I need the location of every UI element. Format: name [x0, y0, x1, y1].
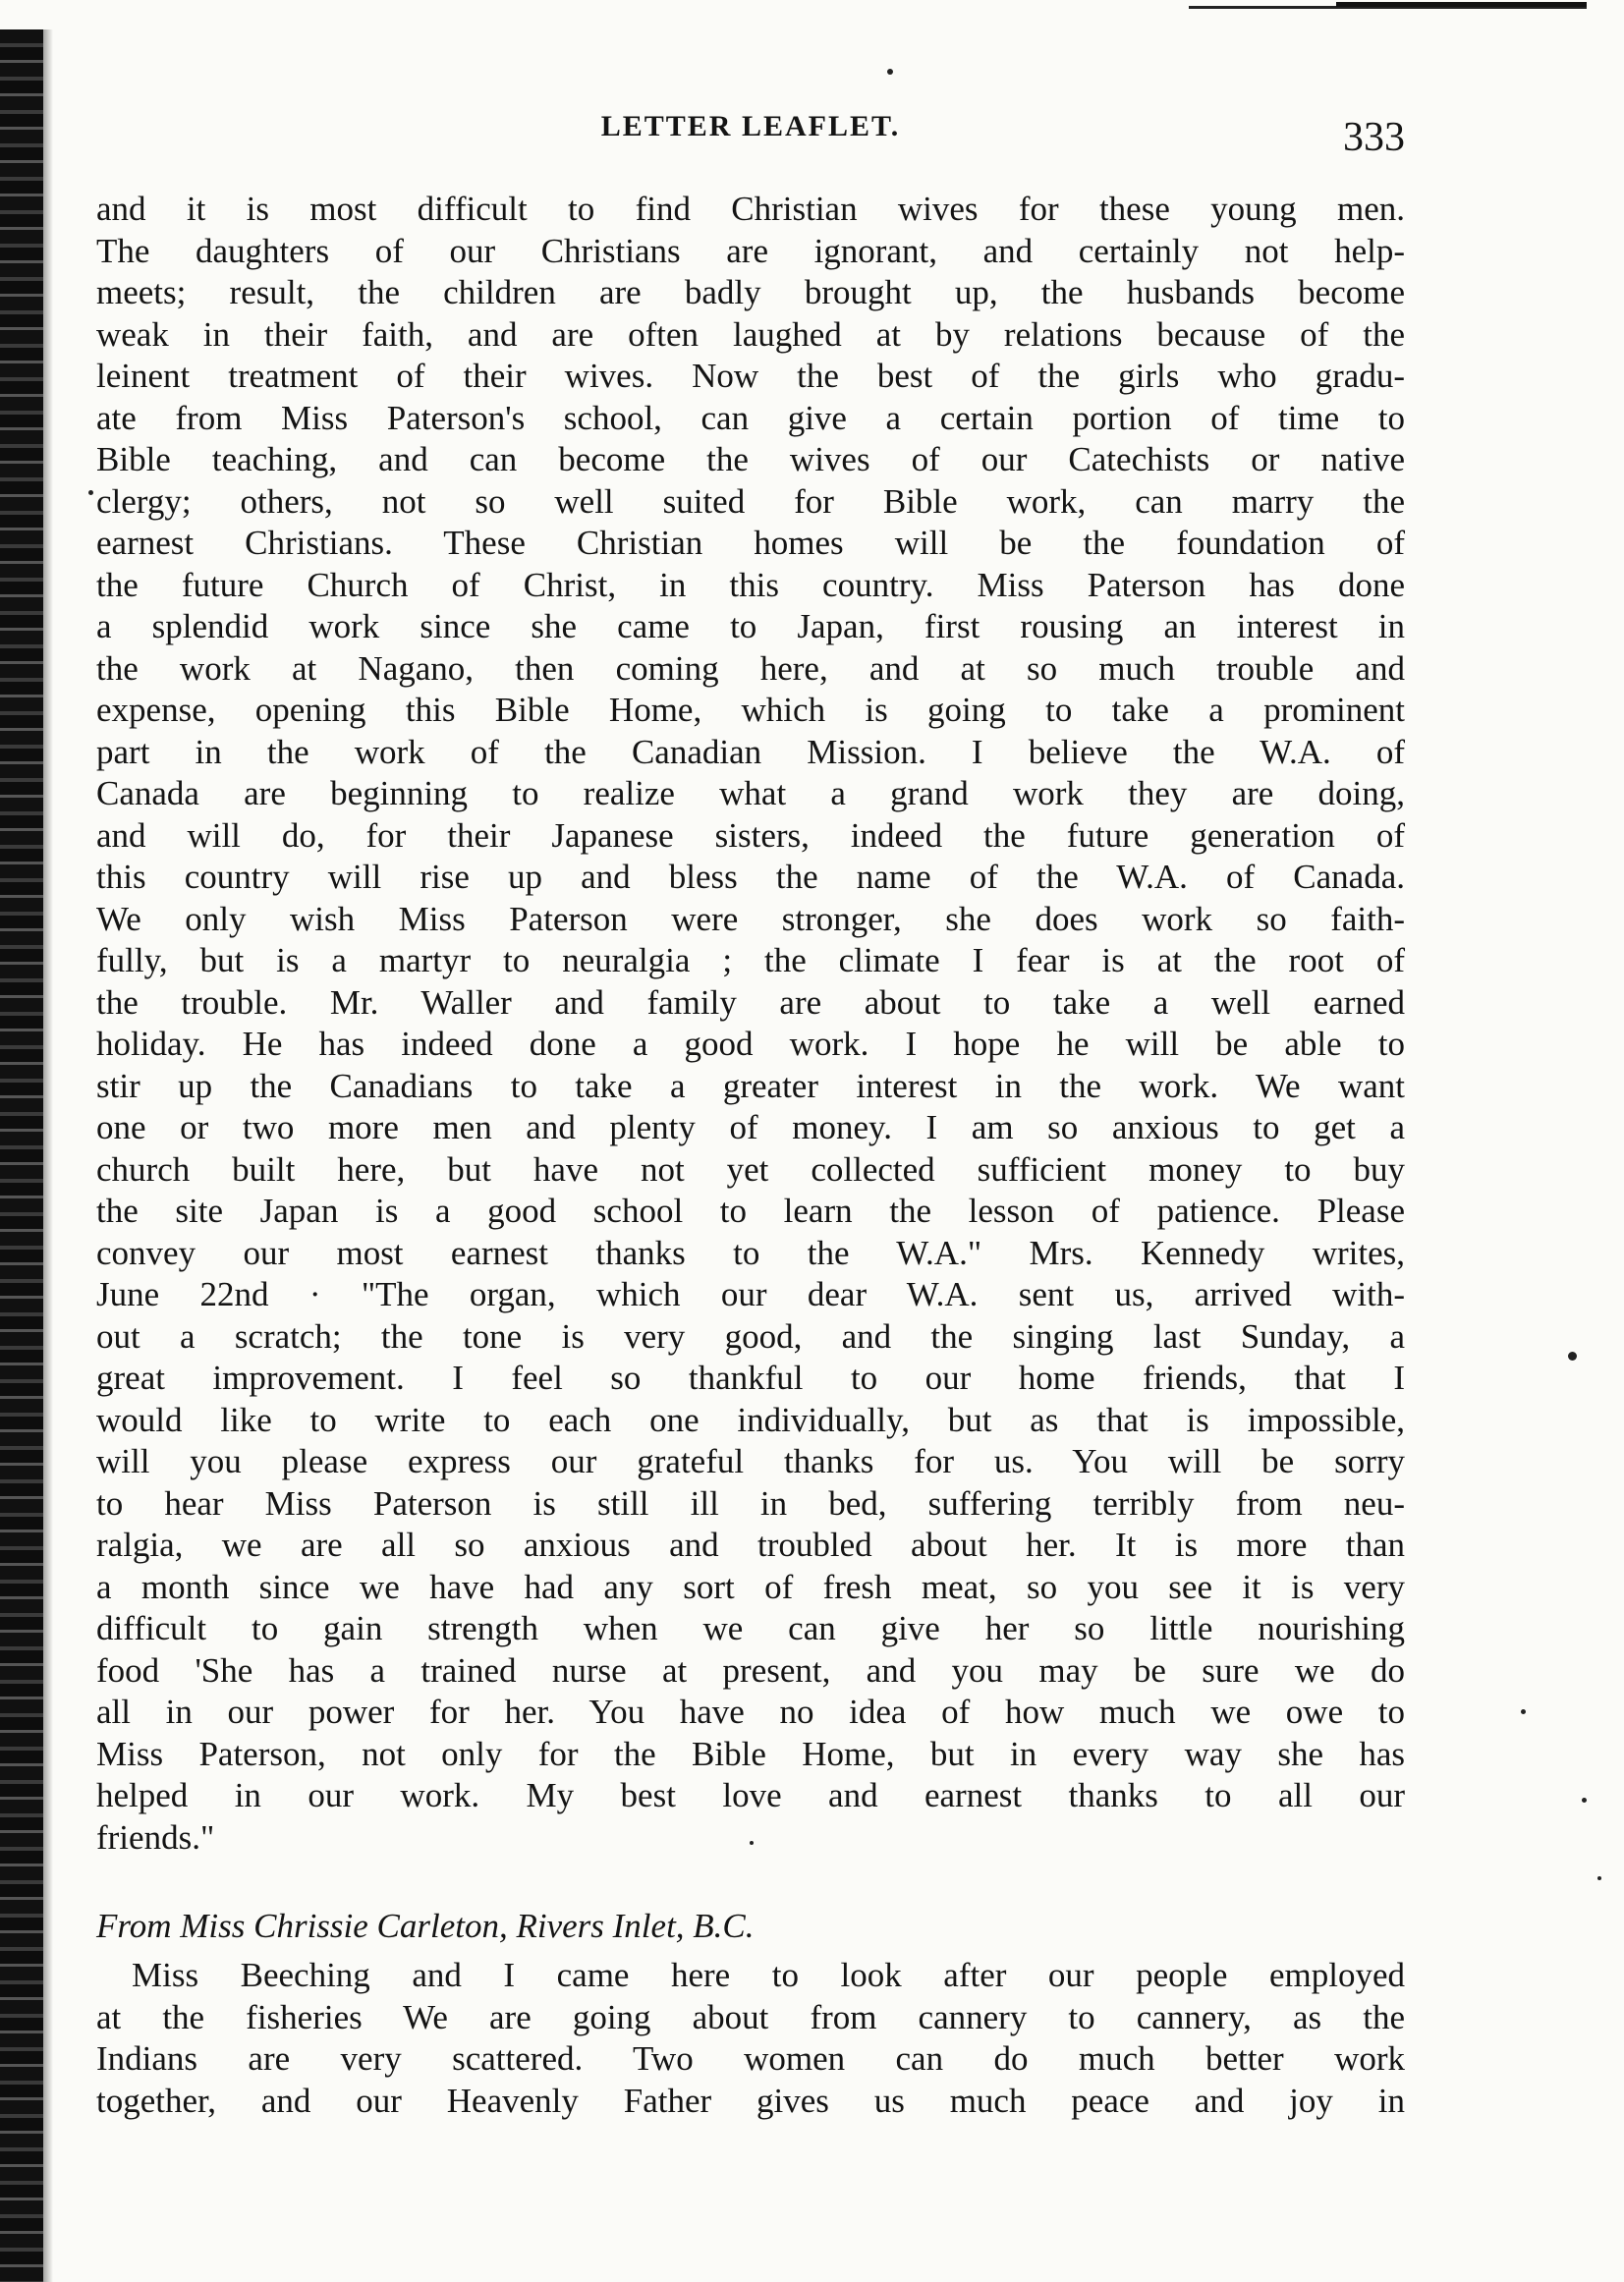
text-line: to hear Miss Paterson is still ill in bed, suffering terribly from neu-	[96, 1483, 1405, 1523]
text-line: Canada are beginning to realize what a grand work they are doing,	[96, 774, 1405, 812]
text-line: one or two more men and plenty of money. I am so anxious to get a	[96, 1108, 1405, 1146]
text-line: meets; result, the children are badly brought up, the husbands become	[96, 273, 1405, 311]
text-line: Miss Paterson, not only for the Bible Home, but in every way she has	[96, 1734, 1405, 1773]
text-line: and will do, for their Japanese sisters, indeed the future generation of	[96, 815, 1405, 855]
scan-top-rule-thick	[1336, 2, 1587, 7]
text-line: helped in our work. My best love and earnest thanks to all our	[96, 1776, 1405, 1814]
text-line: a splendid work since she came to Japan, first rousing an interest in	[96, 607, 1405, 645]
text-line: leinent treatment of their wives. Now the best of the girls who gradu-	[96, 357, 1405, 395]
text-line: food 'She has a trained nurse at present, and you may be sure we do	[96, 1650, 1405, 1690]
page-number: 333	[1343, 115, 1405, 160]
text-line: this country will rise up and bless the name of the W.A. of Canada.	[96, 858, 1405, 896]
scan-speck	[1597, 1876, 1601, 1880]
running-head: LETTER LEAFLET.	[600, 110, 901, 142]
text-line: Indians are very scattered. Two women can do much better work	[96, 2039, 1405, 2078]
text-line: The daughters of our Christians are ignorant, and certainly not help-	[96, 231, 1405, 270]
text-line: convey our most earnest thanks to the W.A." Mrs. Kennedy writes,	[96, 1233, 1405, 1272]
text-line: the site Japan is a good school to learn the lesson of patience. Please	[96, 1192, 1405, 1230]
text-line: together, and our Heavenly Father gives us much peace and joy in	[96, 2081, 1405, 2120]
body-text	[96, 189, 1405, 2122]
text-line: ate from Miss Paterson's school, can give a certain portion of time to	[96, 398, 1405, 437]
text-line: ralgia, we are all so anxious and troubled about her. It is more than	[96, 1526, 1405, 1564]
text-line: earnest Christians. These Christian homes will be the foundation of	[96, 524, 1405, 562]
text-line: all in our power for her. You have no idea of how much we owe to	[96, 1693, 1405, 1731]
text-line: June 22nd · "The organ, which our dear W.A. sent us, arrived with-	[96, 1275, 1405, 1313]
text-line: expense, opening this Bible Home, which is going to take a prominent	[96, 691, 1405, 729]
text-line: difficult to gain strength when we can give her so little nourishing	[96, 1609, 1405, 1647]
text-line: out a scratch; the tone is very good, and the singing last Sunday, a	[96, 1316, 1405, 1356]
text-line: friends."	[96, 1817, 215, 1857]
text-line: and it is most difficult to find Christian wives for these young men.	[96, 190, 1405, 228]
text-line: the trouble. Mr. Waller and family are about to take a well earned	[96, 982, 1405, 1022]
text-line: clergy; others, not so well suited for Bible work, can marry the	[96, 481, 1405, 521]
text-line: would like to write to each one individually, but as that is impossible,	[96, 1400, 1405, 1439]
text-line: Miss Beeching and I came here to look after our people employed	[132, 1956, 1405, 1994]
text-line: We only wish Miss Paterson were stronger, she does work so faith-	[96, 899, 1405, 938]
scan-speck	[1582, 1798, 1587, 1803]
scan-speck	[1521, 1709, 1526, 1714]
text-line: the work at Nagano, then coming here, and at so much trouble and	[96, 648, 1405, 688]
scan-binding-edge	[0, 29, 43, 2282]
scan-speck	[88, 490, 93, 495]
text-line: weak in their faith, and are often laughed at by relations because of the	[96, 314, 1405, 354]
text-line: fully, but is a martyr to neuralgia ; the climate I fear is at the root of	[96, 941, 1405, 979]
text-line: at the fisheries We are going about from cannery to cannery, as the	[96, 1997, 1405, 2036]
text-line: will you please express our grateful thanks for us. You will be sorry	[96, 1442, 1405, 1480]
text-line: the future Church of Christ, in this country. Miss Paterson has done	[96, 565, 1405, 604]
section-byline: From Miss Chrissie Carleton, Rivers Inlet, B.C.	[96, 1907, 755, 1945]
text-line: part in the work of the Canadian Mission. I believe the W.A. of	[96, 732, 1405, 771]
text-line: holiday. He has indeed done a good work. I hope he will be able to	[96, 1025, 1405, 1063]
text-line: stir up the Canadians to take a greater interest in the work. We want	[96, 1066, 1405, 1105]
page-header	[96, 106, 1405, 169]
text-line: a month since we have had any sort of fresh meat, so you see it is very	[96, 1567, 1405, 1606]
text-line: great improvement. I feel so thankful to our home friends, that I	[96, 1359, 1405, 1397]
text-line: Bible teaching, and can become the wives of our Catechists or native	[96, 440, 1405, 478]
scan-speck	[887, 69, 893, 75]
text-line: church built here, but have not yet collected sufficient money to buy	[96, 1149, 1405, 1189]
scan-speck	[1568, 1352, 1577, 1361]
